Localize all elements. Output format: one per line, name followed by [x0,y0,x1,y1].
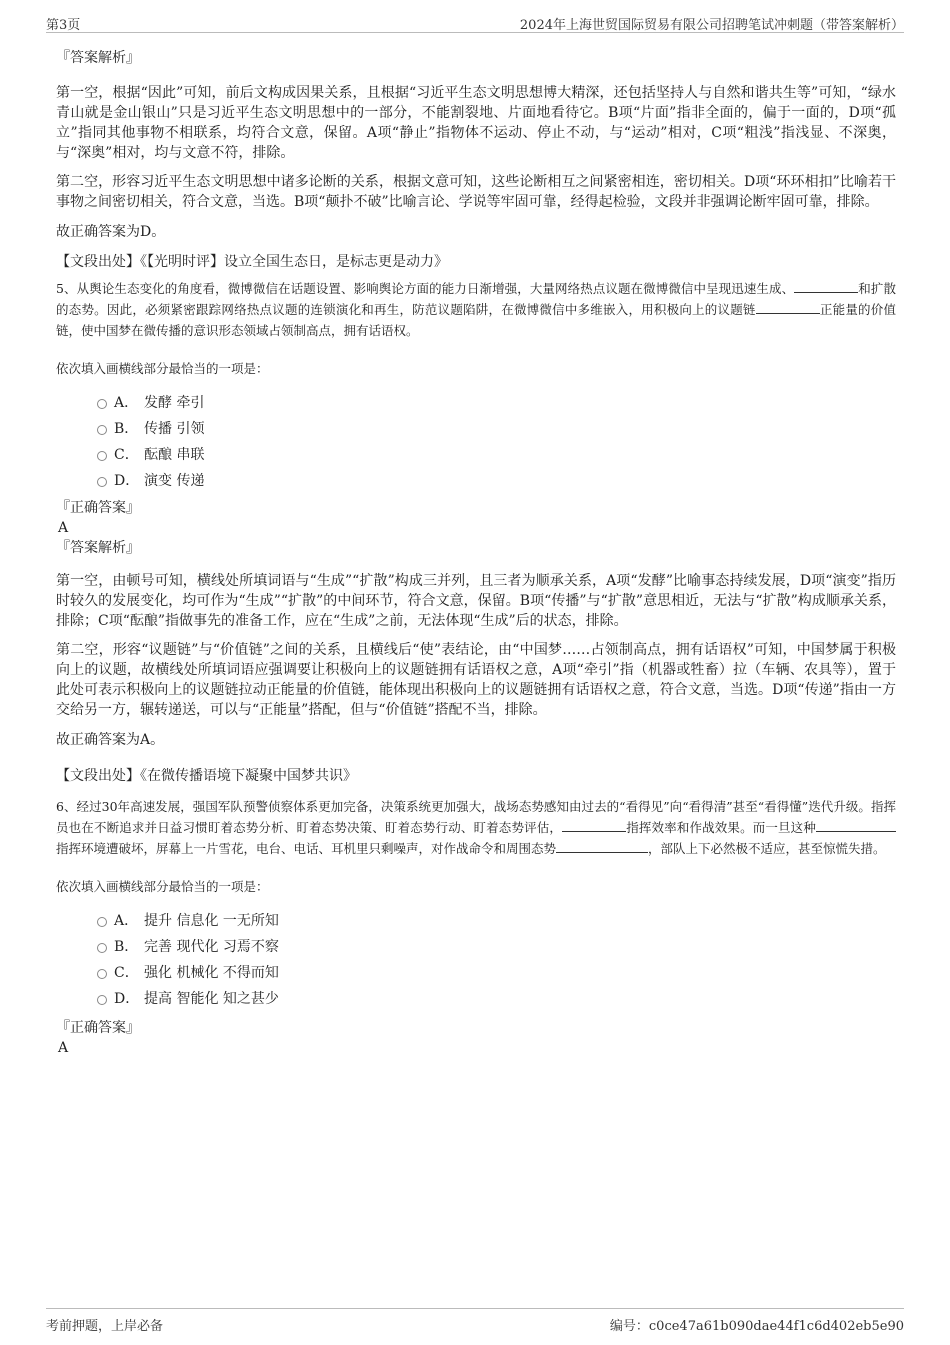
radio-icon[interactable] [97,917,107,927]
q4-source: 【文段出处】《【光明时评】设立全国生态日，是标志更是动力》 [56,254,448,270]
q6-stem-part-4: ，部队上下必然极不适应，甚至惊慌失措。 [648,841,886,856]
q5-source: 【文段出处】《在微传播语境下凝聚中国梦共识》 [56,768,357,784]
radio-icon[interactable] [97,995,107,1005]
q5-analysis-para-1: 第一空，由顿号可知，横线处所填词语与“生成”“扩散”构成三并列，且三者为顺承关系，A项“发酵”比喻事态持续发展，D项“演变”指历时较久的发展变化，均可作为“生成”“扩散”的中间环节，符合文意，保留。B项“传播”与“扩散”意思相近，无法与“扩散”构成顺承关系，排除；C项“酝酿”指做事先的准备工作，应在“生成”之前，无法体现“生成”后的状态，排除。 [56,573,896,629]
q5-option-c[interactable]: C． 酝酿 串联 [56,442,896,468]
q6-option-d[interactable]: D． 提高 智能化 知之甚少 [56,986,896,1012]
q6-option-b[interactable]: B． 完善 现代化 习焉不察 [56,934,896,960]
q5-stem-part-2: 和扩散的态势。因此，必须紧密跟踪网络热点议题的连锁演化和再生，防范议题陷阱，在微博微信中多维嵌入，用积极向上的议题链 [56,281,896,317]
q6-stem [56,796,896,859]
q6-answer: A [58,1040,69,1056]
q6-options [56,908,896,1012]
radio-icon[interactable] [97,943,107,953]
q4-analysis-para-2: 第二空，形容习近平生态文明思想中诸多论断的关系，根据文意可知，这些论断相互之间紧密相连，密切相关。D项“环环相扣”比喻若干事物之间密切相关，符合文意，当选。B项“颠扑不破”比喻言论、学说等牢固可靠，经得起检验，文段并非强调论断牢固可靠，排除。 [56,174,896,210]
radio-icon[interactable] [97,425,107,435]
footer-slogan: 考前押题，上岸必备 [46,1319,164,1334]
q5-answer: A [58,520,69,536]
q5-stem-part-3: 正能量的价值链，使中国梦在微传播的意识形态领域占领制高点，拥有话语权。 [56,302,896,338]
q6-option-a[interactable]: A． 提升 信息化 一无所知 [56,908,896,934]
page-footer [46,1308,904,1333]
page-number: 第3页 [46,18,81,33]
q5-blank-2 [756,299,820,314]
radio-icon[interactable] [97,451,107,461]
radio-icon[interactable] [97,477,107,487]
q5-analysis-para-2: 第二空，形容“议题链”与“价值链”之间的关系，且横线后“使”表结论，由“中国梦……占领制高点，拥有话语权”可知，中国梦属于积极向上的议题，故横线处所填词语应强调要让积极向上的议题链拥有话语权之意，A项“牵引”指（机器或牲畜）拉（车辆、农具等），置于此处可表示积极向上的议题链拉动正能量的价值链，能体现出积极向上的议题链拥有话语权之意，符合文意，当选。D项“传递”指由一方交给另一方，辗转递送，可以与“正能量”搭配，但与“价值链”搭配不当，排除。 [56,642,896,718]
q5-prompt: 依次填入画横线部分最恰当的一项是： [56,361,269,376]
radio-icon[interactable] [97,969,107,979]
q4-analysis-label: 『答案解析』 [56,50,140,66]
q6-prompt: 依次填入画横线部分最恰当的一项是： [56,879,269,894]
q5-option-a[interactable]: A． 发酵 牵引 [56,390,896,416]
document-body [56,44,896,1058]
q5-stem [56,278,896,341]
radio-icon[interactable] [97,399,107,409]
q4-conclusion: 故正确答案为D。 [56,224,166,240]
q6-correct-label: 『正确答案』 [56,1020,140,1036]
q5-blank-1 [794,278,858,293]
q6-stem-part-1: 6、经过30年高速发展，强国军队预警侦察体系更加完备，决策系统更加强大，战场态势感知由过去的“看得见”向“看得清”甚至“看得懂”迭代升级。指挥员也在不断追求并日益习惯盯着态势分析、盯着态势决策、盯着态势行动、盯着态势评估， [56,799,896,835]
q5-analysis-label: 『答案解析』 [56,540,140,556]
q5-conclusion: 故正确答案为A。 [56,732,165,748]
q5-options [56,390,896,494]
q6-blank-3 [556,838,648,853]
q6-stem-part-3: 指挥环境遭破坏，屏幕上一片雪花，电台、电话、耳机里只剩噪声，对作战命令和周围态势 [56,841,557,856]
q5-correct-label: 『正确答案』 [56,500,140,516]
q6-blank-2 [816,817,896,832]
q4-analysis-para-1: 第一空，根据“因此”可知，前后文构成因果关系，且根据“习近平生态文明思想博大精深，还包括坚持人与自然和谐共生等”可知，“绿水青山就是金山银山”只是习近平生态文明思想中的一部分，不能割裂地、片面地看待它。B项“片面”指非全面的，偏于一面的，D项“孤立”指同其他事物不相联系，均符合文意，保留。A项“静止”指物体不运动、停止不动，与“运动”相对，C项“粗浅”指浅显、不深奥，与“深奥”相对，均与文意不符，排除。 [56,85,896,161]
q5-option-b[interactable]: B． 传播 引领 [56,416,896,442]
q5-option-d[interactable]: D． 演变 传递 [56,468,896,494]
q5-stem-part-1: 5、从舆论生态变化的角度看，微博微信在话题设置、影响舆论方面的能力日渐增强，大量网络热点议题在微博微信中呈现迅速生成、 [56,281,795,296]
document-title: 2024年上海世贸国际贸易有限公司招聘笔试冲刺题（带答案解析） [519,18,904,33]
q6-stem-part-2: 指挥效率和作战效果。而一旦这种 [626,820,816,835]
q6-blank-1 [562,817,626,832]
page-header [46,12,904,33]
document-code: 编号：c0ce47a61b090dae44f1c6d402eb5e90 [609,1319,904,1334]
q6-option-c[interactable]: C． 强化 机械化 不得而知 [56,960,896,986]
